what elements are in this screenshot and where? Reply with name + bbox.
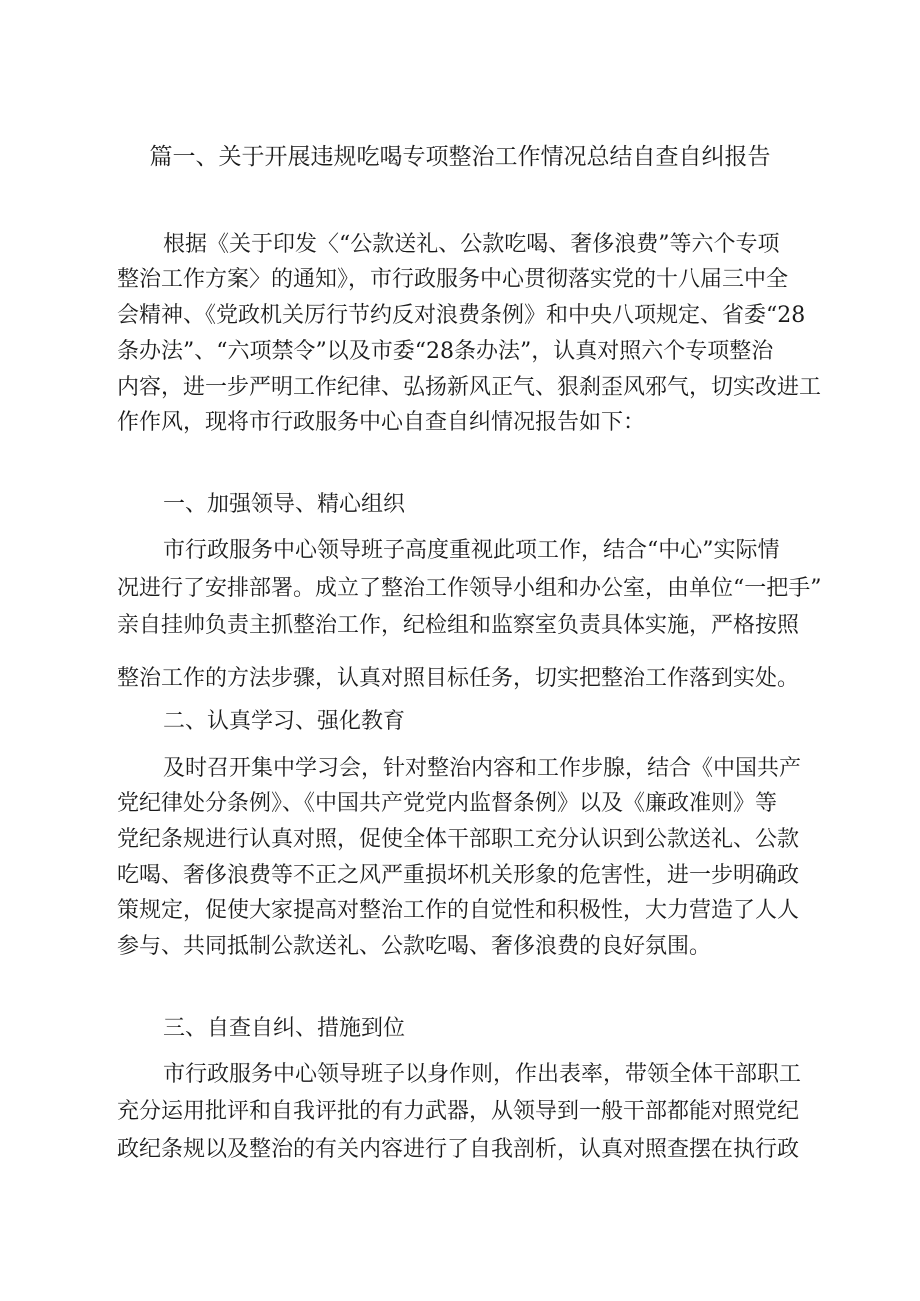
paragraph-line: 作作风，现将市行政服务中心自查自纠情况报告如下： [117, 410, 646, 435]
paragraph-line: 参与、共同抵制公款送礼、公款吃喝、奢侈浪费的良好氛围。 [117, 934, 712, 959]
paragraph-line: 党纪律处分条例》、《中国共产党党内监督条例》以及《廉政准则》等 [117, 791, 778, 816]
paragraph-line: 及时召开集中学习会，针对整治内容和工作步腺，结合《中国共产 [163, 756, 802, 781]
section-heading: 一、加强领导、精心组织 [163, 492, 406, 517]
paragraph-line: 市行政服务中心领导班子以身作则，作出表率，带领全体干部职工 [163, 1062, 802, 1087]
section-heading: 三、自查自纠、措施到位 [163, 1016, 406, 1041]
paragraph-line: 吃喝、奢侈浪费等不正之风严重损坏机关形象的危害性，进一步明确政 [117, 863, 800, 888]
paragraph-line: 充分运用批评和自我评批的有力武器，从领导到一般干部都能对照党纪 [117, 1099, 800, 1124]
paragraph-line: 内容，进一步严明工作纪律、弘扬新风正气、狠刹歪风邪气，切实改进工 [117, 375, 822, 400]
paragraph-line: 整治工作方案〉的通知》，市行政服务中心贯彻落实党的十八届三中全 [117, 267, 789, 292]
paragraph-line: 况进行了安排部署。成立了整治工作领导小组和办公室，由单位“一把手” [117, 576, 822, 601]
paragraph-line: 条办法”、“六项禁令”以及市委“28条办法”，认真对照六个专项整治 [117, 339, 774, 364]
paragraph-line: 策规定，促使大家提高对整治工作的自觉性和积极性，大力营造了人人 [117, 898, 800, 923]
document-title: 篇一、关于开展违规吃喝专项整治工作情况总结自查自纠报告 [149, 144, 771, 170]
paragraph-line: 会精神、《党政机关厉行节约反对浪费条例》和中央八项规定、省委“28 [117, 303, 806, 328]
paragraph-line: 亲自挂帅负责主抓整治工作，纪检组和监察室负责具体实施，严格按照 [117, 613, 800, 638]
paragraph-line: 根据《关于印发〈“公款送礼、公款吃喝、奢侈浪费”等六个专项 [163, 232, 780, 257]
paragraph-line: 政纪条规以及整治的有关内容进行了自我剖析，认真对照查摆在执行政 [117, 1137, 800, 1162]
section-heading: 二、认真学习、强化教育 [163, 709, 406, 734]
paragraph-line: 整治工作的方法步骤，认真对照目标任务，切实把整治工作落到实处。 [117, 666, 800, 691]
paragraph-line: 党纪条规进行认真对照，促使全体干部职工充分认识到公款送礼、公款 [117, 827, 800, 852]
paragraph-line: 市行政服务中心领导班子高度重视此项工作，结合“中心”实际情 [163, 538, 780, 563]
